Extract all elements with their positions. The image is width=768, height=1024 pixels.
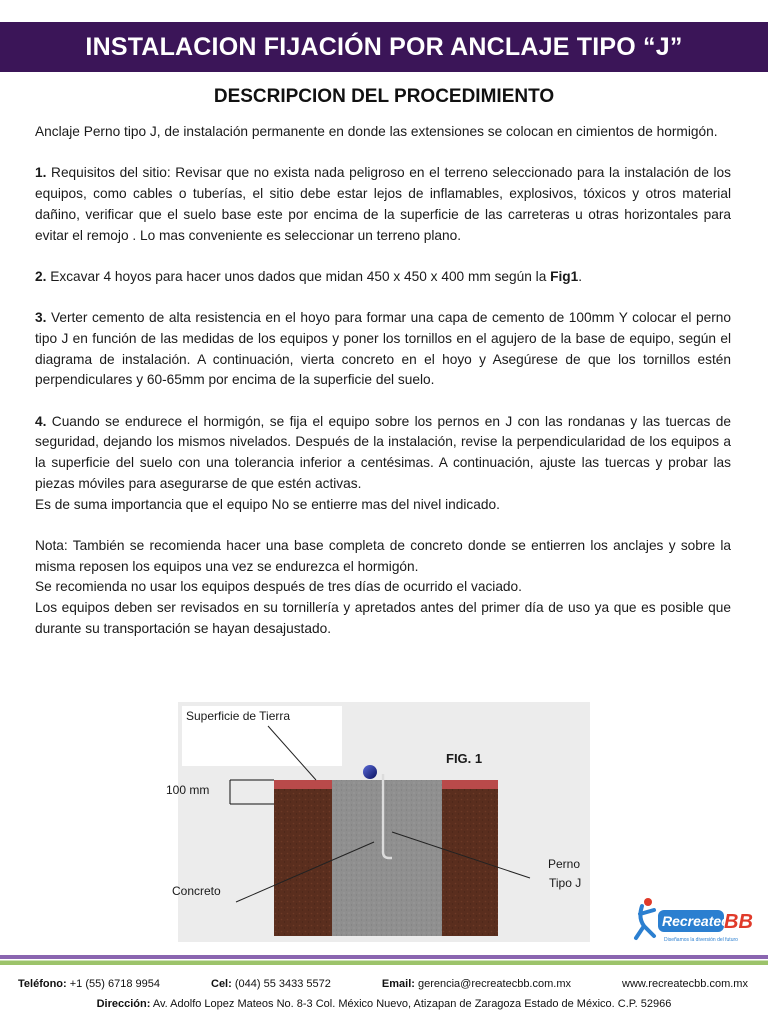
step-4 — [35, 412, 731, 495]
document-title: INSTALACION FIJACIÓN POR ANCLAJE TIPO “J” — [85, 32, 683, 61]
email-label: Email: — [381, 978, 415, 990]
logo-tagline: Diseñamos la diversión del futuro — [664, 937, 738, 943]
logo-graphic — [628, 896, 758, 946]
note-paragraph: Se recomienda no usar los equipos después de tres días de ocurrido el vaciado. — [35, 579, 522, 595]
footer-address — [0, 998, 768, 1010]
note-paragraph: Los equipos deben ser revisados en su tornillería y apretados antes del primer día de uso ya que es posible que durante su transportación se hayan desajustado. — [35, 600, 731, 636]
cell-block — [211, 978, 331, 990]
section-heading: DESCRIPCION DEL PROCEDIMIENTO — [213, 86, 555, 107]
step-number: 4. — [35, 413, 47, 429]
bolt-label-line1: Perno — [548, 857, 581, 871]
step-text: Excavar 4 hoyos para hacer unos dados que midan 450 x 450 x 400 mm según la — [46, 268, 551, 284]
step-2 — [35, 267, 731, 288]
address-label: Dirección: — [96, 998, 151, 1010]
cell-label: Cel: — [211, 978, 232, 990]
company-logo — [628, 896, 758, 946]
step-text: Verter cemento de alta resistencia en el hoyo para formar una capa de cemento de 100mm Y colocar el perno tipo J en función de las medidas de los equipos y poner los tornillos en el agujero de la base de equipo, según el diagrama de instalación. A continuación, vierta concreto en el hoyo y Asegúrese de que los tornillos estén perpendiculares y 60-65mm por encima de la superficie del suelo. — [35, 310, 731, 388]
figure-reference: Fig1 — [550, 268, 579, 284]
procedure-body — [35, 122, 731, 640]
step-1 — [35, 163, 731, 246]
figure-title: FIG. 1 — [446, 751, 483, 766]
anchor-diagram — [166, 702, 590, 942]
step-4-warning: Es de suma importancia que el equipo No se entierre mas del nivel indicado. — [35, 496, 500, 512]
step-text: Cuando se endurece el hormigón, se fija el equipo sobre los pernos en J con las rondanas y las tuercas de seguridad, dejando los mismos nivelados. Después de la instalación, revise la perpendicularidad de los equipos a la superficie del suelo con una tolerancia inferior a centésimas. A continuación, ajuste las tuercas y probar las piezas móviles para asegurarse de que estén activas. — [35, 413, 731, 491]
cell-number: (044) 55 3433 5572 — [234, 978, 331, 990]
email-address[interactable]: gerencia@recreatecbb.com.mx — [417, 978, 571, 990]
step-number: 3. — [35, 310, 47, 326]
depth-label: 100 mm — [166, 783, 210, 797]
step-suffix: . — [578, 268, 583, 284]
concrete-label: Concreto — [172, 884, 221, 898]
footer-contact-row — [18, 978, 748, 990]
logo-suffix: BB — [724, 911, 753, 933]
phone-number: +1 (55) 6718 9954 — [69, 978, 160, 990]
footer-divider — [0, 955, 768, 965]
step-3 — [35, 308, 731, 391]
step-text: Requisitos del sitio: Revisar que no exista nada peligroso en el terreno seleccionado para la instalación de los equipos, como cables o tuberías, el sitio debe estar lejos de inflamables, explosivos, tóxicos y otros material dañino, verificar que el suelo base este por encima de la superficie de las carreteras u otras horizontales para evitar el remojo . Lo mas conveniente es seleccionar un terreno plano. — [35, 165, 731, 243]
phone-label: Teléfono: — [18, 978, 67, 990]
logo-text: Recreatec — [662, 913, 729, 929]
phone-block — [18, 978, 160, 990]
step-number: 2. — [35, 268, 47, 284]
note-paragraph: Nota: También se recomienda hacer una base completa de concreto donde se entierren los anclajes y sobre la misma reposen los equipos una vez se endurezca el hormigón. — [35, 537, 731, 574]
email-block — [382, 978, 571, 990]
bolt-head — [363, 765, 377, 779]
intro-paragraph: Anclaje Perno tipo J, de instalación permanente en donde las extensiones se colocan en cimientos de hormigón. — [35, 124, 718, 139]
surface-label: Superficie de Tierra — [186, 709, 291, 723]
installation-figure — [166, 702, 590, 942]
bolt-label-line2: Tipo J — [549, 876, 582, 890]
step-number: 1. — [35, 165, 47, 181]
document-title-banner — [0, 22, 768, 72]
website-link[interactable]: www.recreatecbb.com.mx — [622, 978, 748, 990]
address-text: Av. Adolfo Lopez Mateos No. 8-3 Col. México Nuevo, Atizapan de Zaragoza Estado de México. C.P. 52966 — [152, 998, 672, 1010]
